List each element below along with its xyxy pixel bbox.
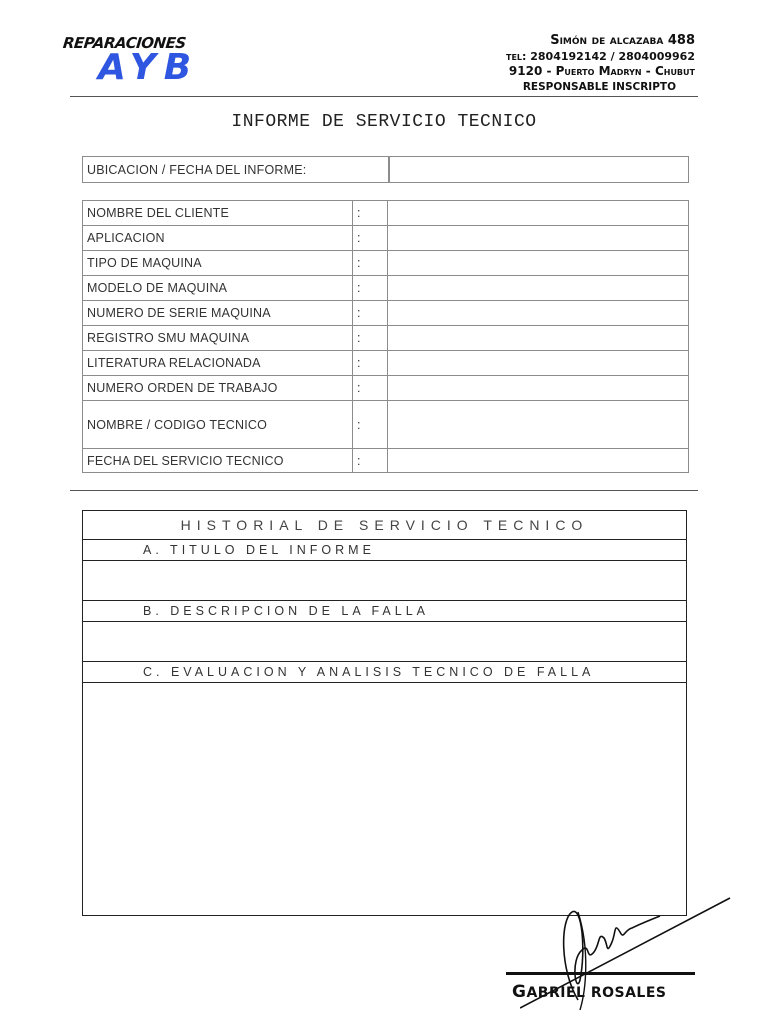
client-name-label: NOMBRE DEL CLIENTE: [83, 201, 353, 226]
literature-field[interactable]: [388, 351, 689, 376]
section-a-header: A. TITULO DEL INFORME: [83, 539, 686, 561]
table-row: [83, 201, 689, 226]
table-row: [83, 301, 689, 326]
section-b-header: B. DESCRIPCION DE LA FALLA: [83, 600, 686, 622]
table-row: [83, 276, 689, 301]
failure-analysis-field[interactable]: [83, 683, 686, 913]
location-date-table: [82, 156, 689, 183]
header-divider: [70, 96, 698, 97]
signatory-name: [512, 982, 667, 1002]
history-title: HISTORIAL DE SERVICIO TECNICO: [180, 517, 589, 533]
application-label: APLICACION: [83, 226, 353, 251]
application-field[interactable]: [388, 226, 689, 251]
field-colon: :: [353, 201, 388, 226]
client-name-field[interactable]: [388, 201, 689, 226]
smu-register-field[interactable]: [388, 326, 689, 351]
literature-label: LITERATURA RELACIONADA: [83, 351, 353, 376]
table-row: [83, 351, 689, 376]
table-row: [83, 401, 689, 449]
table-row: [83, 376, 689, 401]
address-city: 9120 - Puerto Madryn - Chubut: [508, 64, 695, 78]
location-date-label: UBICACION / FECHA DEL INFORME:: [83, 157, 390, 183]
serial-number-field[interactable]: [388, 301, 689, 326]
logo-text: REPARACIONES: [62, 34, 187, 52]
table-row: [83, 449, 689, 473]
field-colon: :: [353, 276, 388, 301]
work-order-field[interactable]: [388, 376, 689, 401]
machine-type-field[interactable]: [388, 251, 689, 276]
report-title: INFORME DE SERVICIO TECNICO: [231, 112, 537, 132]
signatory-name-rest: ABRIEL ROSALES: [526, 985, 667, 1001]
section-divider: [70, 490, 698, 491]
table-row: [83, 251, 689, 276]
tax-status: RESPONSABLE INSCRIPTO: [522, 81, 676, 93]
equipment-info-table: [82, 200, 689, 473]
field-colon: :: [353, 226, 388, 251]
field-colon: :: [353, 301, 388, 326]
technician-field[interactable]: [388, 401, 689, 449]
address-street: Simón de alcazaba 488: [550, 33, 695, 48]
machine-model-field[interactable]: [388, 276, 689, 301]
report-title-field[interactable]: [83, 561, 686, 601]
logo-brand: AYB: [98, 47, 200, 88]
field-colon: :: [353, 401, 388, 449]
service-date-label: FECHA DEL SERVICIO TECNICO: [83, 449, 353, 473]
location-date-field[interactable]: [389, 157, 689, 183]
section-c-header: C. EVALUACION Y ANALISIS TECNICO DE FALLA: [83, 661, 686, 683]
service-history-box: [82, 510, 687, 916]
field-colon: :: [353, 351, 388, 376]
machine-type-label: TIPO DE MAQUINA: [83, 251, 353, 276]
smu-register-label: REGISTRO SMU MAQUINA: [83, 326, 353, 351]
signatory-initial: G: [512, 982, 527, 1002]
address-phone: tel: 2804192142 / 2804009962: [505, 50, 695, 63]
serial-number-label: NUMERO DE SERIE MAQUINA: [83, 301, 353, 326]
table-row: [83, 226, 689, 251]
field-colon: :: [353, 251, 388, 276]
table-row: [83, 326, 689, 351]
work-order-label: NUMERO ORDEN DE TRABAJO: [83, 376, 353, 401]
signature-line: [506, 972, 695, 975]
field-colon: :: [353, 449, 388, 473]
field-colon: :: [353, 326, 388, 351]
failure-description-field[interactable]: [83, 622, 686, 662]
technician-label: NOMBRE / CODIGO TECNICO: [83, 401, 353, 449]
field-colon: :: [353, 376, 388, 401]
machine-model-label: MODELO DE MAQUINA: [83, 276, 353, 301]
service-date-field[interactable]: [388, 449, 689, 473]
